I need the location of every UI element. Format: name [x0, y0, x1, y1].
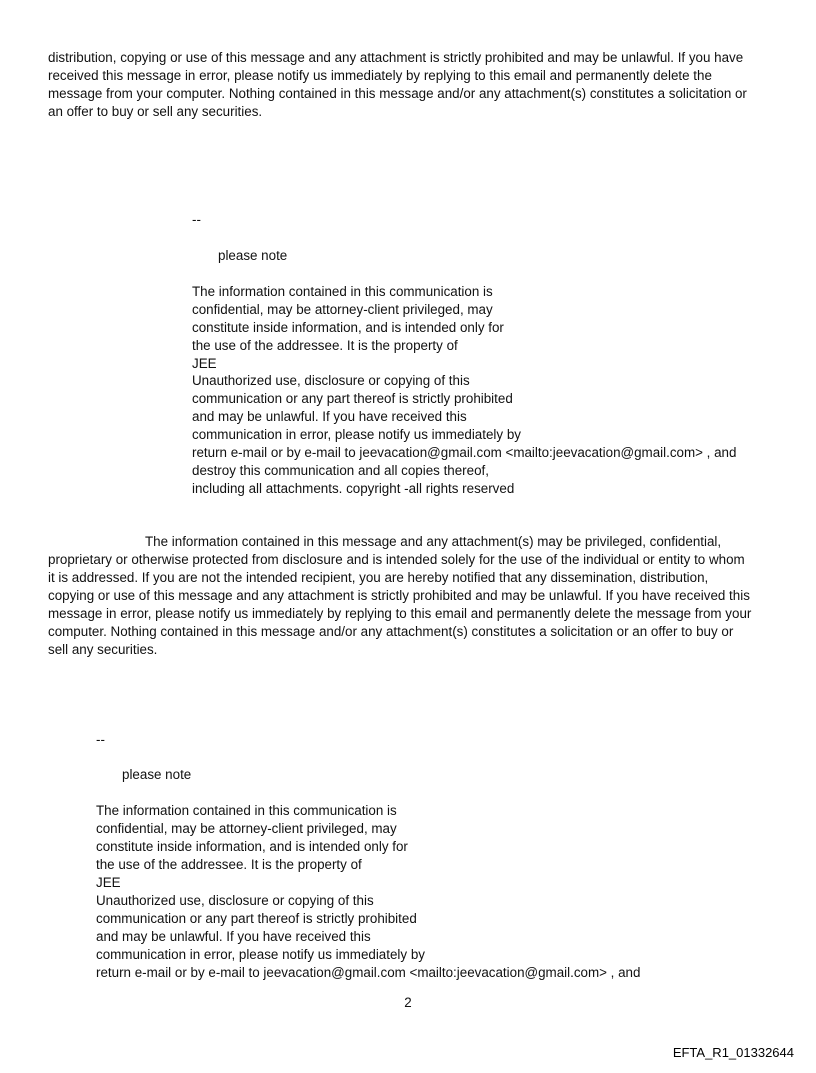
text-line: confidential, may be attorney-client privileged, may: [192, 302, 493, 317]
text-line: The information contained in this communication is: [96, 803, 397, 818]
separator: --: [96, 732, 105, 747]
text-line: received this message in error, please notify us immediately by replying to this email and permanently delete the: [48, 68, 712, 83]
text-line: communication in error, please notify us immediately by: [96, 947, 425, 962]
text-line: confidential, may be attorney-client privileged, may: [96, 821, 397, 836]
text-line: JEE: [192, 356, 217, 371]
text-line: return e-mail or by e-mail to jeevacation@gmail.com <mailto:jeevacation@gmail.com> , and: [96, 965, 641, 980]
text-line: proprietary or otherwise protected from disclosure and is intended solely for the use of the individual or entity to whom: [48, 552, 745, 567]
text-line: distribution, copying or use of this message and any attachment is strictly prohibited and may be unlawful. If you have: [48, 50, 744, 65]
document-id: EFTA_R1_01332644: [672, 1045, 794, 1060]
text-line: copying or use of this message and any attachment is strictly prohibited and may be unlawful. If you have received this: [48, 588, 750, 603]
text-line: message from your computer. Nothing contained in this message and/or any attachment(s) constitutes a solicitation or: [48, 86, 747, 101]
text-line: Unauthorized use, disclosure or copying of this: [96, 893, 374, 908]
text-line: including all attachments. copyright -all rights reserved: [192, 481, 515, 496]
notice-heading: please note: [122, 767, 192, 782]
text-line: the use of the addressee. It is the property of: [96, 857, 362, 872]
text-line: JEE: [96, 875, 121, 890]
text-line: constitute inside information, and is intended only for: [192, 320, 504, 335]
notice-heading: please note: [218, 248, 288, 263]
text-line: sell any securities.: [48, 642, 158, 657]
separator: --: [192, 212, 201, 227]
text-line: return e-mail or by e-mail to jeevacation@gmail.com <mailto:jeevacation@gmail.com> , and: [192, 445, 737, 460]
text-line: and may be unlawful. If you have received this: [192, 409, 467, 424]
page-number: 2: [404, 995, 412, 1010]
text-line: Unauthorized use, disclosure or copying of this: [192, 373, 470, 388]
text-line: message in error, please notify us immediately by replying to this email and permanently delete the message from your: [48, 606, 752, 621]
text-line: the use of the addressee. It is the property of: [192, 338, 458, 353]
text-line: The information contained in this message and any attachment(s) may be privileged, confidential,: [145, 534, 722, 549]
text-line: The information contained in this communication is: [192, 284, 493, 299]
text-line: destroy this communication and all copies thereof,: [192, 463, 489, 478]
text-line: and may be unlawful. If you have received this: [96, 929, 371, 944]
text-line: computer. Nothing contained in this message and/or any attachment(s) constitutes a solicitation or an offer to buy or: [48, 624, 734, 639]
text-line: communication in error, please notify us immediately by: [192, 427, 521, 442]
text-line: communication or any part thereof is strictly prohibited: [96, 911, 417, 926]
text-line: an offer to buy or sell any securities.: [48, 104, 263, 119]
text-line: constitute inside information, and is intended only for: [96, 839, 408, 854]
text-line: it is addressed. If you are not the intended recipient, you are hereby notified that any dissemination, distribution,: [48, 570, 709, 585]
text-line: communication or any part thereof is strictly prohibited: [192, 391, 513, 406]
